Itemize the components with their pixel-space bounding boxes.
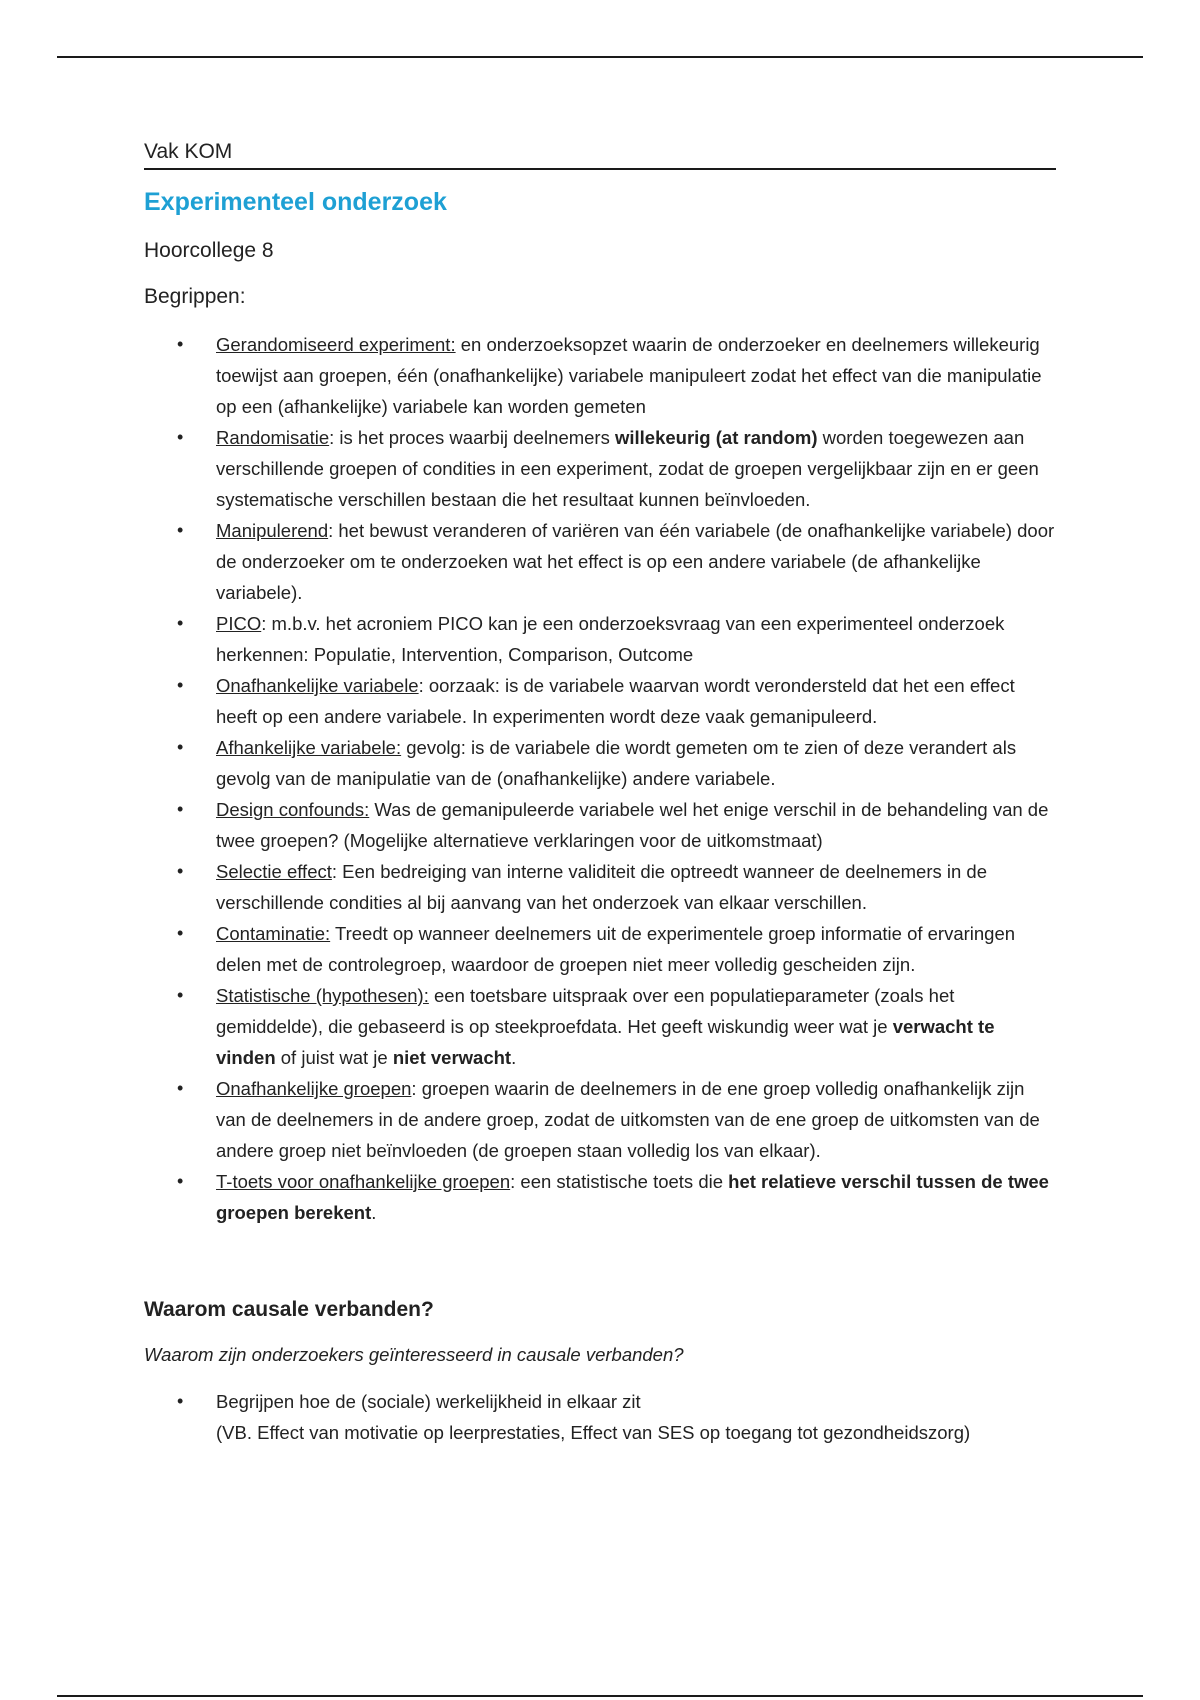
term-emphasis: het relatieve verschil tussen de twee groepen berekent <box>216 1171 1049 1223</box>
term-text: : m.b.v. het acroniem PICO kan je een onderzoeksvraag van een experimenteel onderzoek herkennen: Populatie, Intervention, Comparison, Outcome <box>216 613 1005 665</box>
term-text: en onderzoeksopzet waarin de onderzoeker en deelnemers willekeurig toewijst aan groepen, één (onafhankelijke) variabele manipuleert zodat het effect van die manipulatie op een (afhankelijke) variabele kan worden gemeten <box>216 334 1042 417</box>
term-name: Afhankelijke variabele: <box>216 737 402 758</box>
page-title: Experimenteel onderzoek <box>144 188 447 216</box>
term-text: : is het proces waarbij deelnemers <box>329 427 615 448</box>
term-text: een toetsbare uitspraak over een populatieparameter (zoals het gemiddelde), die gebaseerd is op steekproefdata. Het geeft wiskundig weer wat je <box>216 985 955 1037</box>
term-name: Contaminatie: <box>216 923 331 944</box>
term-text: Was de gemanipuleerde variabele wel het enige verschil in de behandeling van de twee groepen? (Mogelijke alternatieve verklaringen voor de uitkomstmaat) <box>216 799 1049 851</box>
course-header: Vak KOM <box>144 140 1056 170</box>
term-item <box>144 1166 1056 1228</box>
term-item <box>144 1073 1056 1166</box>
term-name: Statistische (hypothesen): <box>216 985 429 1006</box>
term-item <box>144 422 1056 515</box>
term-text: : een statistische toets die <box>510 1171 729 1192</box>
term-name: Randomisatie <box>216 427 330 448</box>
term-text: . <box>511 1047 517 1068</box>
term-item <box>144 515 1056 608</box>
document-page <box>144 140 1056 1448</box>
term-name: PICO <box>216 613 262 634</box>
term-name: Onafhankelijke groepen <box>216 1078 412 1099</box>
term-item <box>144 980 1056 1073</box>
section-question: Waarom zijn onderzoekers geïnteresseerd in causale verbanden? <box>144 1344 684 1365</box>
term-item <box>144 794 1056 856</box>
term-item <box>144 732 1056 794</box>
term-text: : Een bedreiging van interne validiteit die optreedt wanneer de deelnemers in de verschillende condities al bij aanvang van het onderzoek van elkaar verschillen. <box>216 861 987 913</box>
term-item <box>144 329 1056 422</box>
term-text: of juist wat je <box>275 1047 393 1068</box>
section-heading: Waarom causale verbanden? <box>144 1298 434 1321</box>
term-emphasis: willekeurig (at random) <box>614 427 818 448</box>
page-bottom-rule <box>57 1695 1143 1697</box>
term-item <box>144 856 1056 918</box>
term-text: : groepen waarin de deelnemers in de ene groep volledig onafhankelijk zijn van de deelnemers in de andere groep, zodat de uitkomsten van de ene groep de uitkomsten van de andere groep niet beïnvloeden (de groepen staan volledig los van elkaar). <box>216 1078 1040 1161</box>
terms-list <box>144 329 1056 1228</box>
term-text: Treedt op wanneer deelnemers uit de experimentele groep informatie of ervaringen delen met de controlegroep, waardoor de groepen niet meer volledig gescheiden zijn. <box>216 923 1016 975</box>
term-item <box>144 608 1056 670</box>
page-top-rule <box>57 56 1143 58</box>
lecture-subtitle: Hoorcollege 8 <box>144 239 274 262</box>
term-text: : het bewust veranderen of variëren van één variabele (de onafhankelijke variabele) door de onderzoeker om te onderzoeken wat het effect is op een andere variabele (de afhankelijke variabele). <box>216 520 1055 603</box>
term-item <box>144 918 1056 980</box>
list-item <box>144 1386 1056 1448</box>
term-name: Design confounds: <box>216 799 370 820</box>
reason-example: (VB. Effect van motivatie op leerprestaties, Effect van SES op toegang tot gezondheidszorg) <box>216 1422 971 1443</box>
reason-text: • Begrijpen hoe de (sociale) werkelijkheid in elkaar zit <box>216 1391 641 1412</box>
term-name: T-toets voor onafhankelijke groepen <box>216 1171 511 1192</box>
term-name: Manipulerend <box>216 520 329 541</box>
term-text: worden toegewezen aan verschillende groepen of condities in een experiment, zodat de groepen vergelijkbaar zijn en er geen systematische verschillen bestaan die het resultaat kunnen beïnvloeden. <box>216 427 1039 510</box>
term-emphasis: niet verwacht <box>392 1047 512 1068</box>
term-name: Selectie effect <box>216 861 332 882</box>
term-item <box>144 670 1056 732</box>
term-text: gevolg: is de variabele die wordt gemeten om te zien of deze verandert als gevolg van de manipulatie van de (onafhankelijke) andere variabele. <box>216 737 1017 789</box>
term-text: . <box>371 1202 377 1223</box>
term-name: Gerandomiseerd experiment: <box>216 334 456 355</box>
causal-reasons-list <box>144 1386 1056 1448</box>
term-name: Onafhankelijke variabele <box>216 675 419 696</box>
term-text: : oorzaak: is de variabele waarvan wordt verondersteld dat het een effect heeft op een andere variabele. In experimenten wordt deze vaak gemanipuleerd. <box>216 675 1015 727</box>
term-emphasis: verwacht te vinden <box>216 1016 995 1068</box>
begrippen-label: Begrippen: <box>144 285 246 308</box>
